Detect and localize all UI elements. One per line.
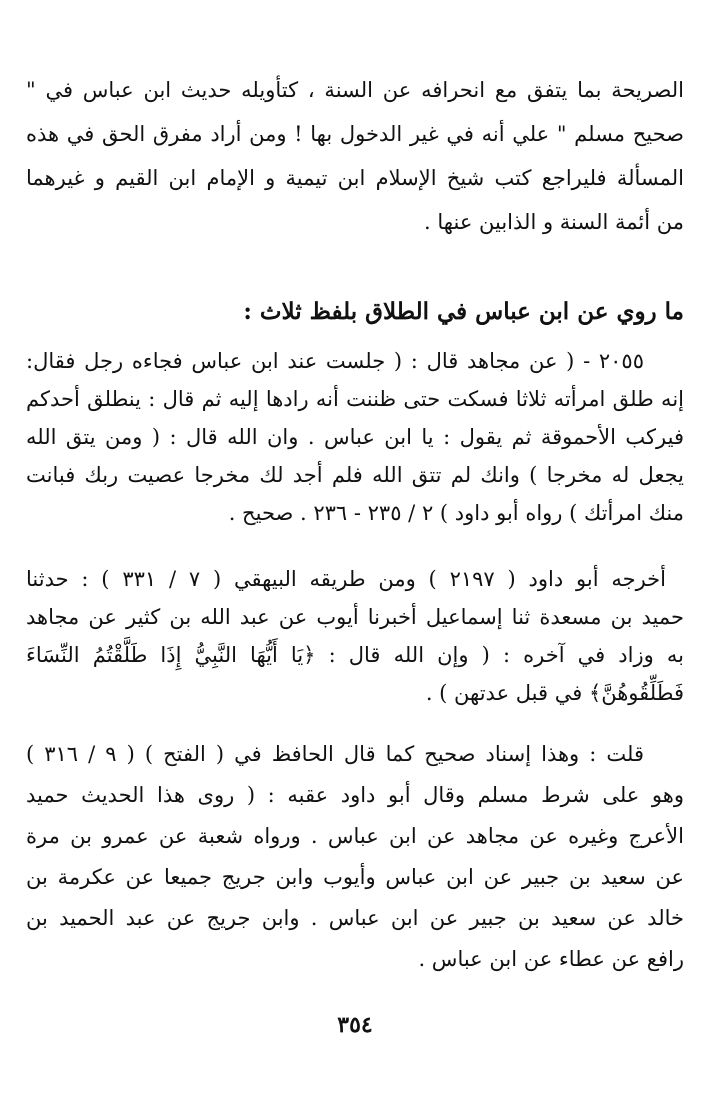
paragraph-commentary: [26, 734, 684, 980]
text-line: إنه طلق امرأته ثلاثا فسكت حتى ظننت أنه رادها إليه ثم قال : ينطلق أحدكم: [26, 387, 684, 411]
text-line: صحيح مسلم " علي أنه في غير الدخول بها ! ومن أراد مفرق الحق في هذه: [26, 122, 684, 146]
book-page: [26, 0, 684, 1096]
text-line: خالد عن سعيد بن جبير عن ابن عباس . وابن جريج عن عبد الحميد بن: [26, 906, 684, 930]
text-line: المسألة فليراجع كتب شيخ الإسلام ابن تيمية و الإمام ابن القيم و غيرهما: [26, 166, 684, 190]
paragraph-hadith-2055: [26, 342, 684, 532]
text-line: منك امرأتك ) رواه أبو داود ) ٢ / ٢٣٥ - ٢٣٦ . صحيح .: [228, 501, 684, 525]
paragraph-intro: [26, 68, 684, 244]
text-line: يجعل له مخرجا ) وانك لم تتق الله فلم أجد لك مخرجا عصيت ربك فبانت: [26, 463, 684, 487]
text-line: قلت : وهذا إسناد صحيح كما قال الحافظ في ( الفتح ) ( ٩ / ٣١٦ ): [26, 742, 644, 766]
text-line-quran: به وزاد في آخره : ( وإن الله قال : ﴿يَا أَيُّهَا النَّبِيُّ إِذَا طَلَّقْتُمُ النِّسَاءَ: [26, 643, 684, 667]
text-line: من أئمة السنة و الذابين عنها .: [424, 210, 684, 234]
text-line: حميد بن مسعدة ثنا إسماعيل أخبرنا أيوب عن عبد الله بن كثير عن مجاهد: [26, 605, 684, 629]
text-line: رافع عن عطاء عن ابن عباس .: [418, 947, 684, 971]
section-heading: ما روي عن ابن عباس في الطلاق بلفظ ثلاث :: [243, 298, 684, 325]
text-line: وهو على شرط مسلم وقال أبو داود عقبه : ( روى هذا الحديث حميد: [26, 783, 684, 807]
paragraph-takhrij: [26, 560, 684, 712]
page-number: ٣٥٤: [337, 1012, 373, 1038]
text-line: فيركب الأحموقة ثم يقول : يا ابن عباس . وان الله قال : ( ومن يتق الله: [26, 425, 684, 449]
text-line: الصريحة بما يتفق مع انحرافه عن السنة ، كتأويله حديث ابن عباس في ": [26, 78, 684, 102]
text-line: عن سعيد بن جبير عن ابن عباس وأيوب وابن جريج جميعا عن عكرمة بن: [26, 865, 684, 889]
text-line: أخرجه أبو داود ( ٢١٩٧ ) ومن طريقه البيهقي ( ٧ / ٣٣١ ) : حدثنا: [26, 567, 666, 591]
text-line: الأعرج وغيره عن مجاهد عن ابن عباس . ورواه شعبة عن عمرو بن مرة: [26, 824, 684, 848]
text-line: فَطَلِّقُوهُنَّ﴾ في قبل عدتهن ) .: [425, 681, 684, 705]
text-line: ٢٠٥٥ - ( عن مجاهد قال : ( جلست عند ابن عباس فجاءه رجل فقال:: [26, 349, 644, 373]
